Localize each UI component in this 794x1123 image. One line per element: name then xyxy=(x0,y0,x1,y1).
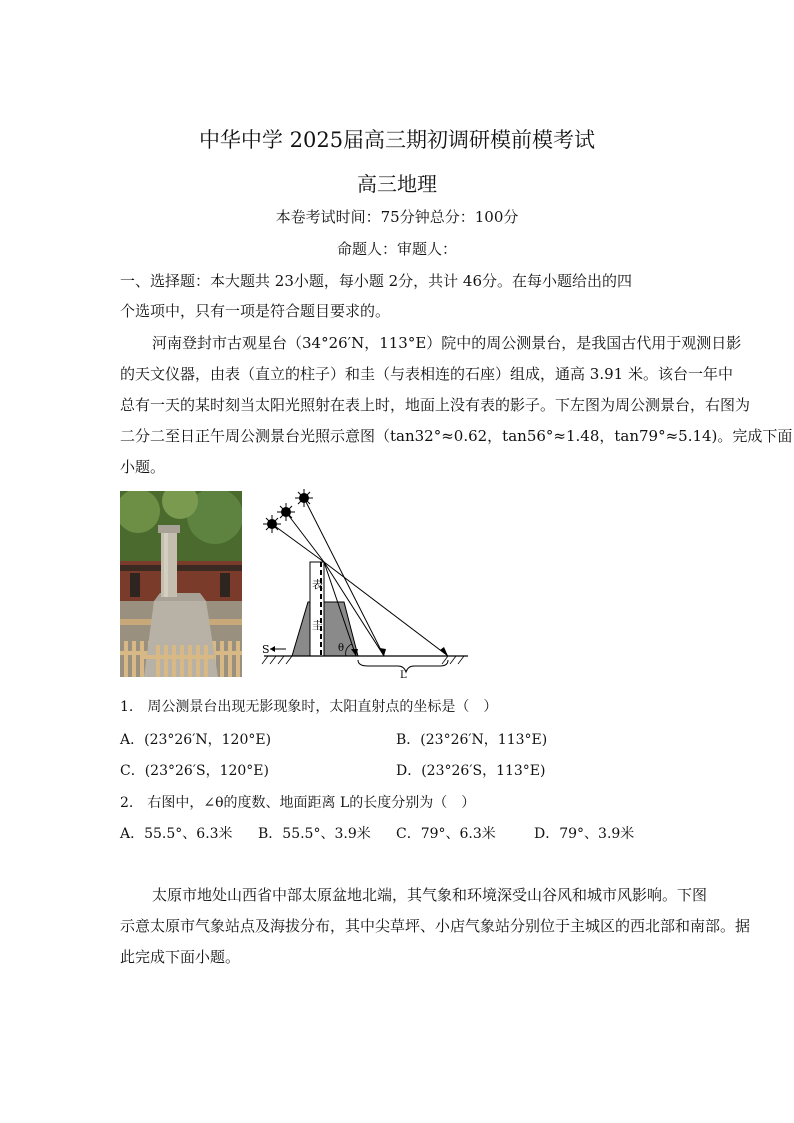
section-instruction-line1: 一、选择题：本大题共 23小题，每小题 2分，共计 46分。在每小题给出的四 xyxy=(120,272,633,290)
q1-option-d[interactable]: D．(23°26′S，113°E) xyxy=(396,763,546,779)
q2-option-d[interactable]: D．79°、3.9米 xyxy=(534,826,635,842)
sunlight-diagram xyxy=(258,486,474,680)
passage1-line: 河南登封市古观星台（34°26′N，113°E）院中的周公测景台，是我国古代用于观测日影 xyxy=(152,334,742,352)
q1-option-b[interactable]: B．(23°26′N，113°E) xyxy=(396,732,548,748)
passage2-line: 示意太原市气象站点及海拔分布，其中尖草坪、小店气象站分别位于主城区的西北部和南部。据 xyxy=(120,917,751,935)
gnomon-photo xyxy=(120,491,242,677)
question-2-stem: 2. 右图中，∠θ的度数、地面距离 L的长度分别为（ ） xyxy=(120,795,476,811)
ray xyxy=(272,524,324,562)
label-theta: θ xyxy=(338,643,345,654)
label-gui: 圭 xyxy=(312,619,323,632)
authors-line: 命题人：审题人： xyxy=(336,240,457,258)
label-biao: 表 xyxy=(312,578,323,591)
q1-option-c[interactable]: C．(23°26′S，120°E) xyxy=(120,763,269,779)
passage2-line: 此完成下面小题。 xyxy=(120,948,241,966)
passage1-line: 小题。 xyxy=(120,458,166,476)
q2-option-a[interactable]: A．55.5°、6.3米 xyxy=(120,826,233,842)
gui-base xyxy=(292,602,358,656)
section-instruction-line2: 个选项中，只有一项是符合题目要求的。 xyxy=(120,302,391,320)
label-l: L xyxy=(400,670,407,681)
passage1-line: 总有一天的某时刻当太阳光照射在表上时，地面上没有表的影子。下左图为周公测景台，右图为 xyxy=(120,396,751,414)
exam-title: 中华中学 2025届高三期初调研模前模考试 xyxy=(198,128,596,152)
q1-option-a[interactable]: A．(23°26′N，120°E) xyxy=(120,732,272,748)
question-1-stem: 1. 周公测景台出现无影现象时，太阳直射点的坐标是（ ） xyxy=(120,699,498,715)
ray xyxy=(286,512,324,562)
subject-title: 高三地理 xyxy=(357,172,437,196)
q2-option-b[interactable]: B．55.5°、3.9米 xyxy=(258,826,371,842)
passage2-line: 太原市地处山西省中部太原盆地北端，其气象和环境深受山谷风和城市风影响。下图 xyxy=(152,886,708,904)
q2-option-c[interactable]: C．79°、6.3米 xyxy=(396,826,496,842)
biao-column xyxy=(310,562,324,656)
label-s: S xyxy=(262,643,270,656)
passage1-line: 的天文仪器，由表（直立的柱子）和圭（与表相连的石座）组成，通高 3.91 米。该台一年中 xyxy=(120,365,733,383)
exam-info: 本卷考试时间：75分钟总分：100分 xyxy=(275,208,519,226)
passage1-line: 二分二至日正午周公测景台光照示意图（tan32°≈0.62，tan56°≈1.48，tan79°≈5.14)。完成下面 xyxy=(120,427,793,445)
